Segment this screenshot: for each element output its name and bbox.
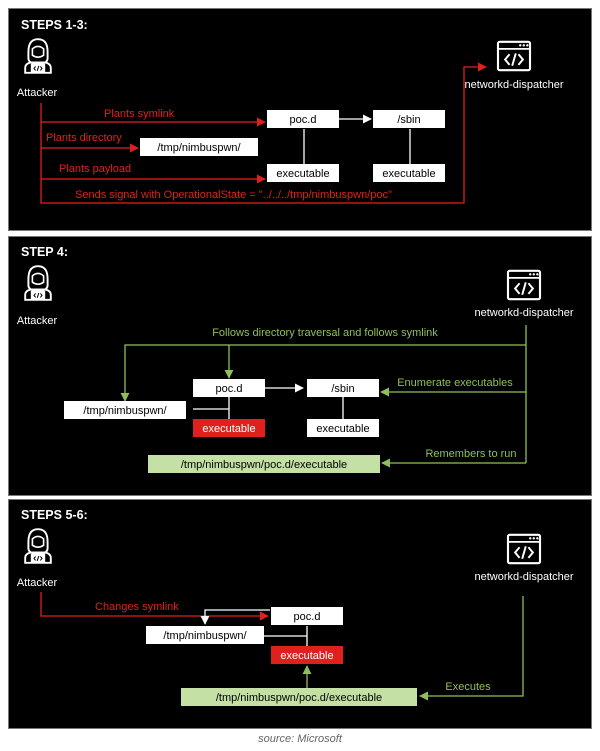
symlink-loop-arrow xyxy=(205,610,270,624)
path-label: /tmp/nimbuspwn/poc.d/executable xyxy=(180,459,348,471)
exec-red-label: executable xyxy=(202,423,256,435)
plants-symlink-label: Plants symlink xyxy=(104,108,175,120)
tmp-dir-label: /tmp/nimbuspwn/ xyxy=(163,630,247,642)
code-window-icon xyxy=(498,42,530,70)
attacker-label: Attacker xyxy=(16,577,58,589)
executes-label: Executes xyxy=(445,681,491,693)
panel-title: STEPS 5-6: xyxy=(21,508,88,522)
poc-d-label: poc.d xyxy=(289,114,317,126)
source-caption: source: Microsoft xyxy=(258,733,342,745)
enumerate-label: Enumerate executables xyxy=(397,377,513,389)
hacker-icon xyxy=(25,39,51,73)
panel-title: STEPS 1-3: xyxy=(21,18,88,32)
path-label: /tmp/nimbuspwn/poc.d/executable xyxy=(215,692,383,704)
steps-5-6-panel xyxy=(8,499,592,729)
attacker-label: Attacker xyxy=(16,87,58,99)
step-4-diagram xyxy=(9,237,593,497)
changes-symlink-label: Changes symlink xyxy=(95,601,179,613)
panel-title: STEP 4: xyxy=(21,245,69,259)
tmp-dir-label: /tmp/nimbuspwn/ xyxy=(83,405,167,417)
poc-d-label: poc.d xyxy=(215,383,243,395)
follows-label: Follows directory traversal and follows symlink xyxy=(212,327,438,339)
plants-directory-label: Plants directory xyxy=(46,132,122,144)
exec-left-label: executable xyxy=(276,168,330,180)
exec-right-label: executable xyxy=(382,168,436,180)
hacker-icon xyxy=(25,529,51,563)
remembers-label: Remembers to run xyxy=(425,448,517,460)
step-4-panel xyxy=(8,236,592,496)
dispatcher-label: networkd-dispatcher xyxy=(474,307,574,319)
sends-signal-label: Sends signal with OperationalState = "../../../tmp/nimbuspwn/poc" xyxy=(75,189,392,201)
dispatcher-label: networkd-dispatcher xyxy=(464,79,564,91)
sbin-label: /sbin xyxy=(397,114,421,126)
code-window-icon xyxy=(508,535,540,563)
steps-5-6-diagram xyxy=(9,500,593,730)
poc-d-label: poc.d xyxy=(293,611,321,623)
exec-white-label: executable xyxy=(316,423,370,435)
sbin-label: /sbin xyxy=(331,383,355,395)
steps-1-3-panel xyxy=(8,8,592,231)
plants-payload-label: Plants payload xyxy=(59,163,132,175)
code-window-icon xyxy=(508,271,540,299)
tmp-dir-label: /tmp/nimbuspwn/ xyxy=(157,142,241,154)
exec-red-label: executable xyxy=(280,650,334,662)
hacker-icon xyxy=(25,266,51,300)
attacker-label: Attacker xyxy=(16,315,58,327)
dispatcher-label: networkd-dispatcher xyxy=(474,571,574,583)
steps-1-3-diagram xyxy=(9,9,593,232)
